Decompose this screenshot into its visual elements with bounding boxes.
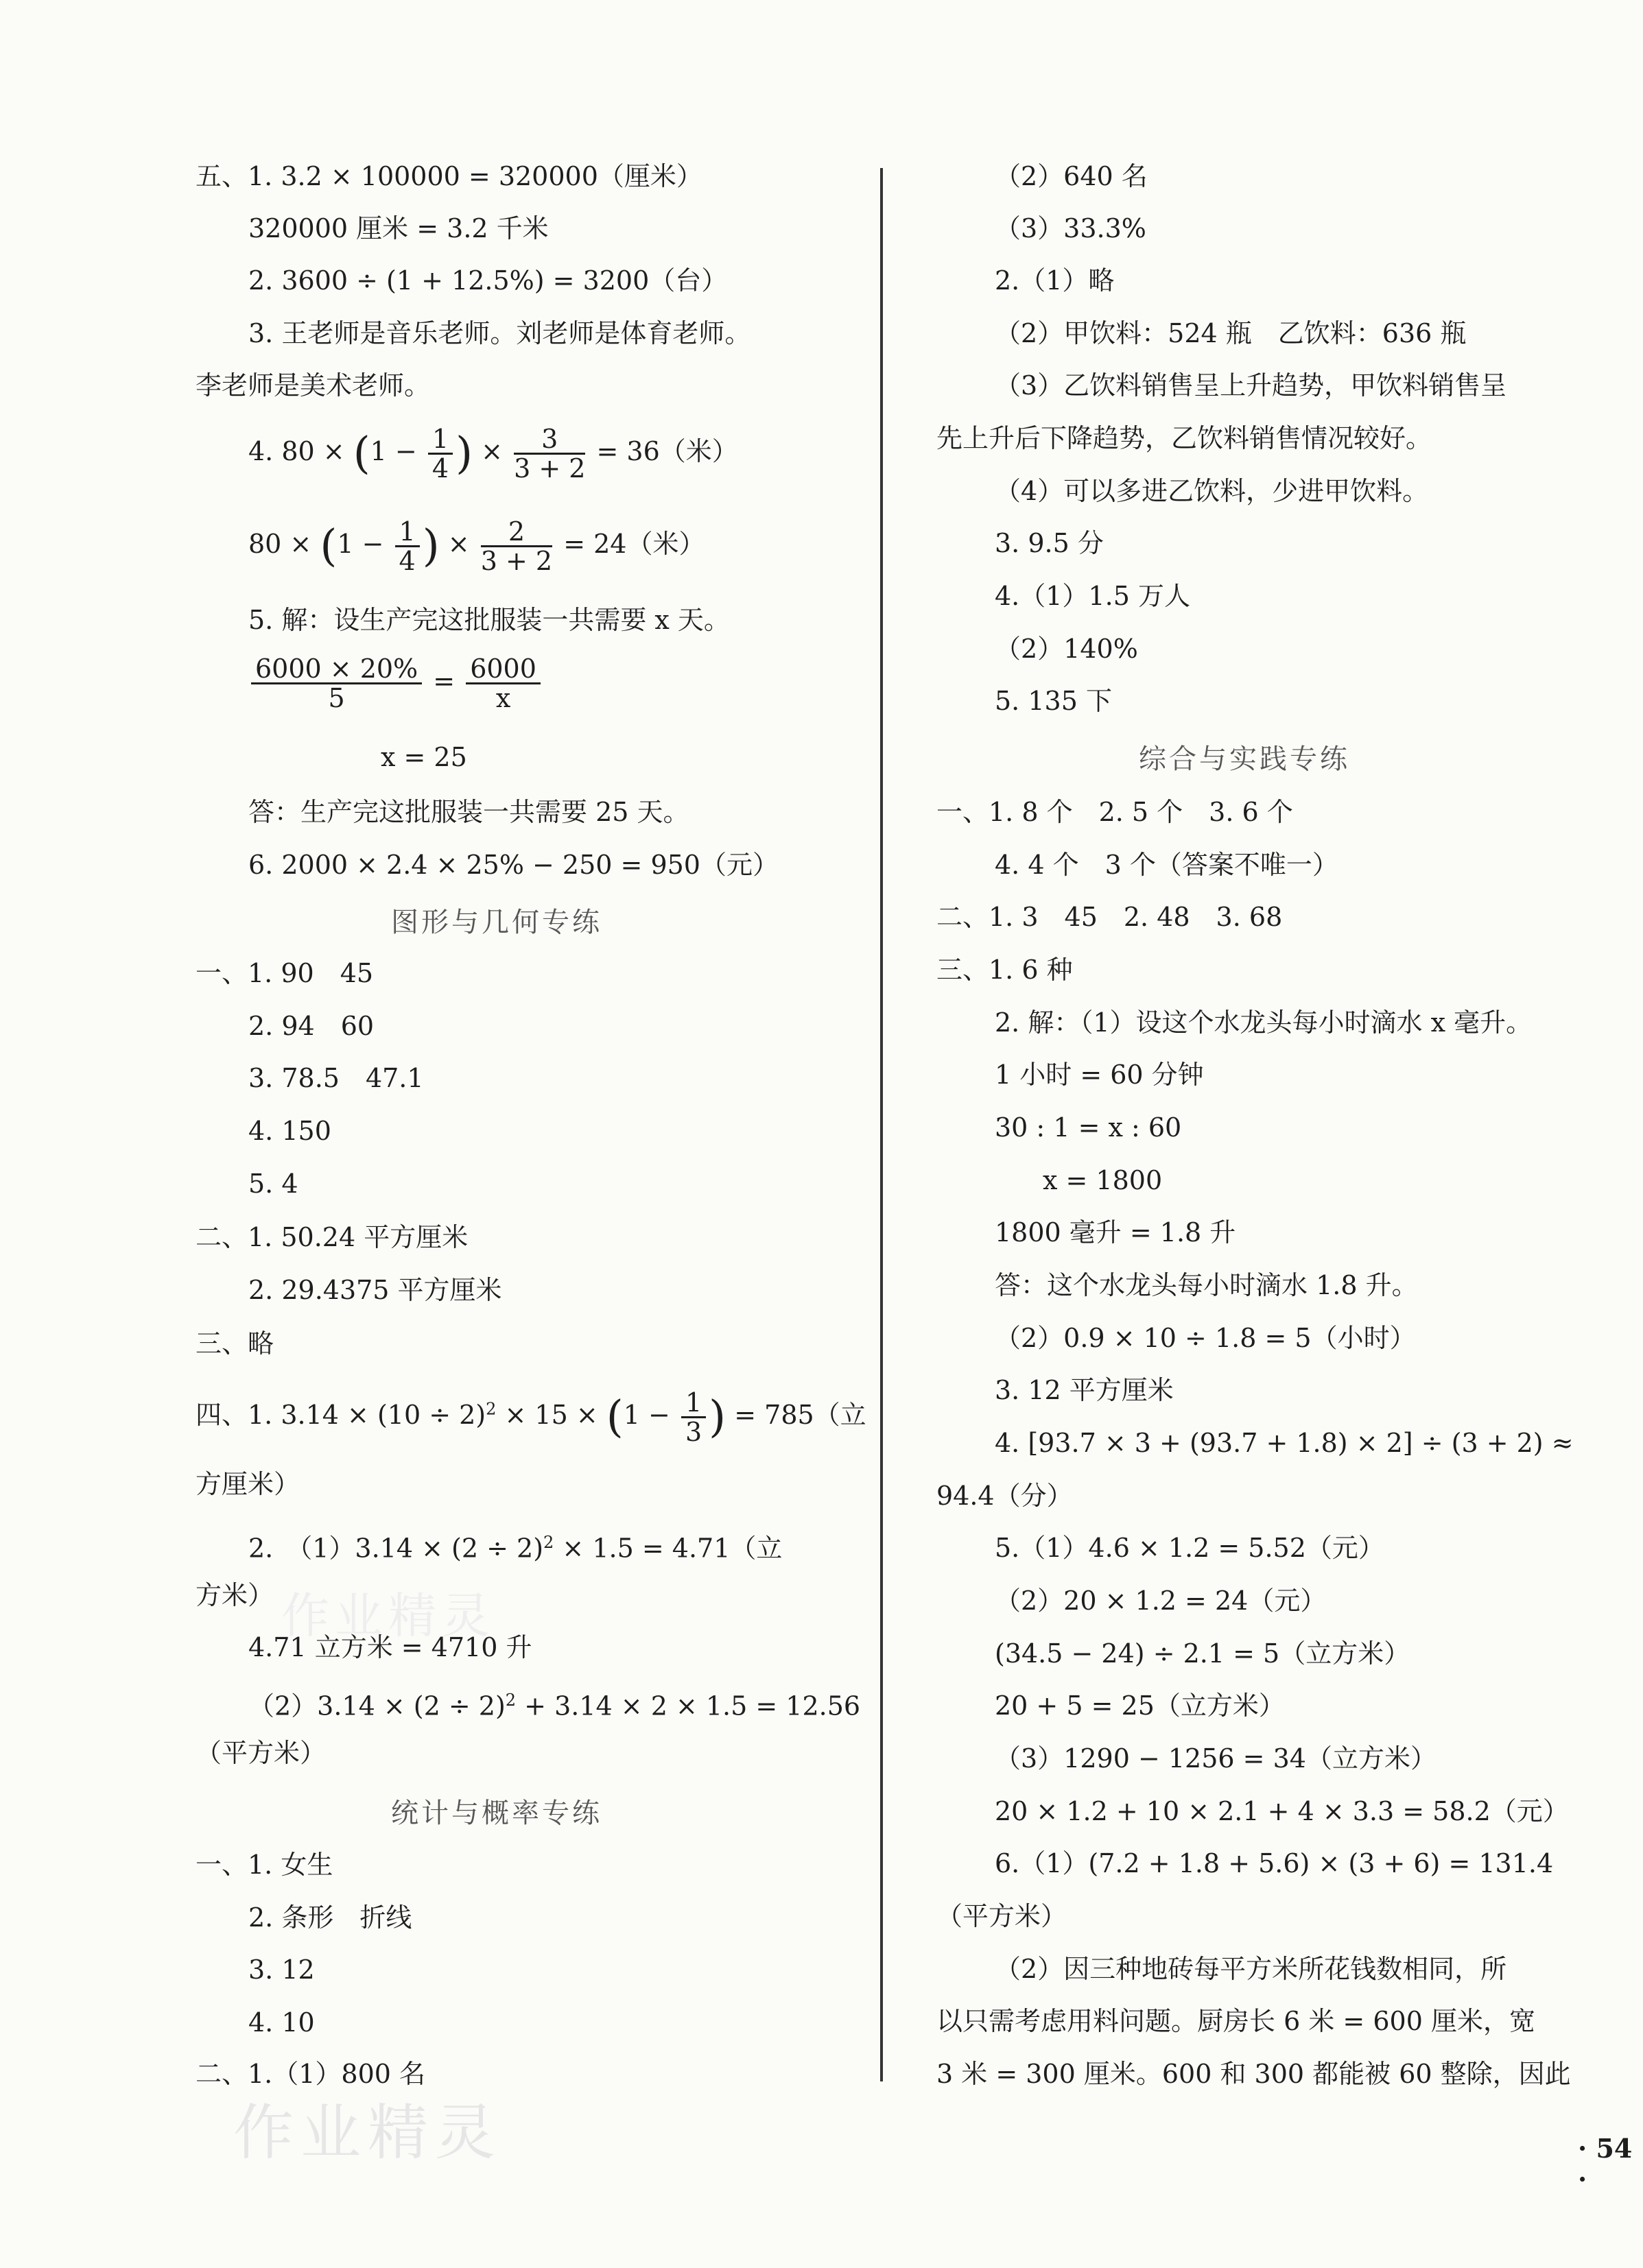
answer-line: (34.5 − 24) ÷ 2.1 = 5（立方米）	[995, 1638, 1410, 1669]
answer-line: （3）乙饮料销售呈上升趋势，甲饮料销售呈	[995, 370, 1507, 401]
section-heading: 综合与实践专练	[1139, 743, 1350, 775]
formula-line: 四、1. $3.14 \times (10 \div 2)^2 \times 15 \times (1$ − $\frac{1}{3}$ ) = 785（立	[196, 1387, 866, 1447]
answer-line: 3. 王老师是音乐老师。刘老师是体育老师。	[248, 318, 751, 348]
answer-line: 4.（1）1.5 万人	[995, 581, 1190, 611]
formula-line: $\frac{6000 \times 20\%}{5}$ = $\frac{6000}{x}$	[248, 655, 543, 712]
answer-line: （2）20 × 1.2 = 24（元）	[995, 1586, 1327, 1616]
answer-line: 2.（1）略	[995, 265, 1115, 296]
answer-line: （2）640 名	[995, 161, 1148, 191]
answer-line: 3. 12 平方厘米	[995, 1375, 1174, 1405]
fraction: $\frac{6000}{x}$	[466, 655, 541, 712]
formula-line: $(2)3.14 \times (2 \div 2)^2 + 3.14 \times 2 \times 1.5 = 12.56$	[248, 1691, 861, 1721]
formula-line: 80 × (1 − $\frac{1}{4}$ ) × $\frac{2}{3 + 2}$ = 24（米）	[248, 516, 705, 576]
answer-line: 李老师是美术老师。	[196, 370, 431, 401]
answer-line: 3. 78.5 47.1	[248, 1063, 424, 1093]
answer-line: 1800 毫升 = 1.8 升	[995, 1217, 1236, 1248]
answer-line: 答：这个水龙头每小时滴水 1.8 升。	[995, 1270, 1418, 1300]
answer-line: 2. 94 60	[248, 1011, 375, 1041]
answer-line: 2. 29.4375 平方厘米	[248, 1275, 502, 1305]
answer-line: 4.71 立方米 = 4710 升	[248, 1632, 532, 1662]
fraction: $\frac{2}{3 + 2}$	[480, 516, 553, 576]
answer-line: 6.（1）(7.2 + 1.8 + 5.6) × (3 + 6) = 131.4	[995, 1848, 1554, 1878]
answer-line: （平方米）	[936, 1901, 1067, 1931]
answer-line: 2. 解：（1）设这个水龙头每小时滴水 x 毫升。	[995, 1007, 1533, 1038]
answer-line: 三、略	[196, 1328, 274, 1359]
answer-line: 2. 3600 ÷ (1 + 12.5%) = 3200（台）	[248, 265, 728, 296]
answer-line: （2）140%	[995, 634, 1138, 664]
answer-line: （2）0.9 × 10 ÷ 1.8 = 5（小时）	[995, 1323, 1416, 1353]
section-heading: 统计与概率专练	[391, 1798, 602, 1829]
fraction: $\frac{1}{3}$	[681, 1389, 706, 1446]
answer-line: 30 : 1 = x : 60	[995, 1112, 1182, 1143]
fraction: $\frac{6000 \times 20\%}{5}$	[251, 655, 422, 712]
answer-line: （2）因三种地砖每平方米所花钱数相同，所	[995, 1954, 1507, 1984]
answer-line: 20 × 1.2 + 10 × 2.1 + 4 × 3.3 = 58.2（元）	[995, 1796, 1569, 1826]
answer-line: 20 + 5 = 25（立方米）	[995, 1691, 1285, 1721]
answer-line: 1 小时 = 60 分钟	[995, 1060, 1204, 1090]
watermark-bottom: 作业精灵	[233, 2097, 503, 2168]
answer-line: 3. 12	[248, 1955, 315, 1985]
answer-line: 一、1. 女生	[196, 1850, 333, 1880]
answer-line: x = 1800	[1043, 1165, 1163, 1195]
formula-line: 2. $(1)3.14 \times (2 \div 2)^2 \times 1.5 = 4.71$（立	[248, 1533, 783, 1564]
answer-line: 5.（1）4.6 × 1.2 = 5.52（元）	[995, 1533, 1384, 1563]
answer-line: 5. 4	[248, 1169, 298, 1199]
answer-line: 一、1. 90 45	[196, 958, 374, 988]
answer-line: （3）33.3%	[995, 213, 1146, 243]
answer-line: 3. 9.5 分	[995, 528, 1104, 558]
answer-line: 5. 135 下	[995, 686, 1112, 716]
answer-line: （3）1290 − 1256 = 34（立方米）	[995, 1743, 1437, 1774]
answer-line: 4. 10	[248, 2007, 315, 2038]
answer-line: 4. 150	[248, 1116, 331, 1146]
answer-line: 5. 解：设生产完这批服装一共需要 x 天。	[248, 605, 730, 635]
answer-line: 方厘米）	[196, 1469, 300, 1499]
fraction: $\frac{1}{4}$	[395, 518, 420, 575]
answer-line: 先上升后下降趋势，乙饮料销售情况较好。	[936, 423, 1432, 453]
fraction: $\frac{1}{4}$	[428, 425, 453, 482]
column-divider	[880, 168, 883, 2081]
answer-line: 五、1. 3.2 × 100000 = 320000（厘米）	[196, 161, 702, 191]
answer-line: 2. 条形 折线	[248, 1902, 412, 1933]
answer-line: 方米）	[196, 1580, 274, 1610]
answer-line: （2）甲饮料：524 瓶 乙饮料：636 瓶	[995, 318, 1467, 348]
answer-line: 二、1.（1）800 名	[196, 2059, 426, 2089]
answer-line: 320000 厘米 = 3.2 千米	[248, 213, 549, 243]
answer-line: （平方米）	[196, 1738, 327, 1768]
answer-line: 以只需考虑用料问题。厨房长 6 米 = 600 厘米，宽	[936, 2006, 1535, 2036]
formula-line: 4. 80 × (1 − $\frac{1}{4}$ ) × $\frac{3}{3 + 2}$ = 36（米）	[248, 424, 738, 484]
answer-line: 三、1. 6 种	[936, 955, 1073, 985]
watermark-middle: 作业精灵	[281, 1588, 495, 1644]
answer-line: 4. [93.7 × 3 + (93.7 + 1.8) × 2] ÷ (3 + 2) ≈	[995, 1428, 1574, 1458]
answer-line: 4. 4 个 3 个（答案不唯一）	[995, 850, 1338, 880]
page-number: · 54 ·	[1578, 2133, 1633, 2195]
section-heading: 图形与几何专练	[391, 907, 602, 938]
fraction: $\frac{3}{3 + 2}$	[514, 424, 586, 484]
answer-line: x = 25	[381, 742, 467, 772]
answer-line: 一、1. 8 个 2. 5 个 3. 6 个	[936, 797, 1293, 827]
answer-line: 6. 2000 × 2.4 × 25% − 250 = 950（元）	[248, 850, 779, 880]
answer-line: 二、1. 3 45 2. 48 3. 68	[936, 902, 1283, 932]
answer-line: 3 米 = 300 厘米。600 和 300 都能被 60 整除，因此	[936, 2059, 1571, 2089]
answer-line: 94.4（分）	[936, 1481, 1073, 1511]
answer-line: 二、1. 50.24 平方厘米	[196, 1222, 469, 1252]
answer-line: 答：生产完这批服装一共需要 25 天。	[248, 797, 689, 827]
answer-line: （4）可以多进乙饮料，少进甲饮料。	[995, 476, 1429, 506]
